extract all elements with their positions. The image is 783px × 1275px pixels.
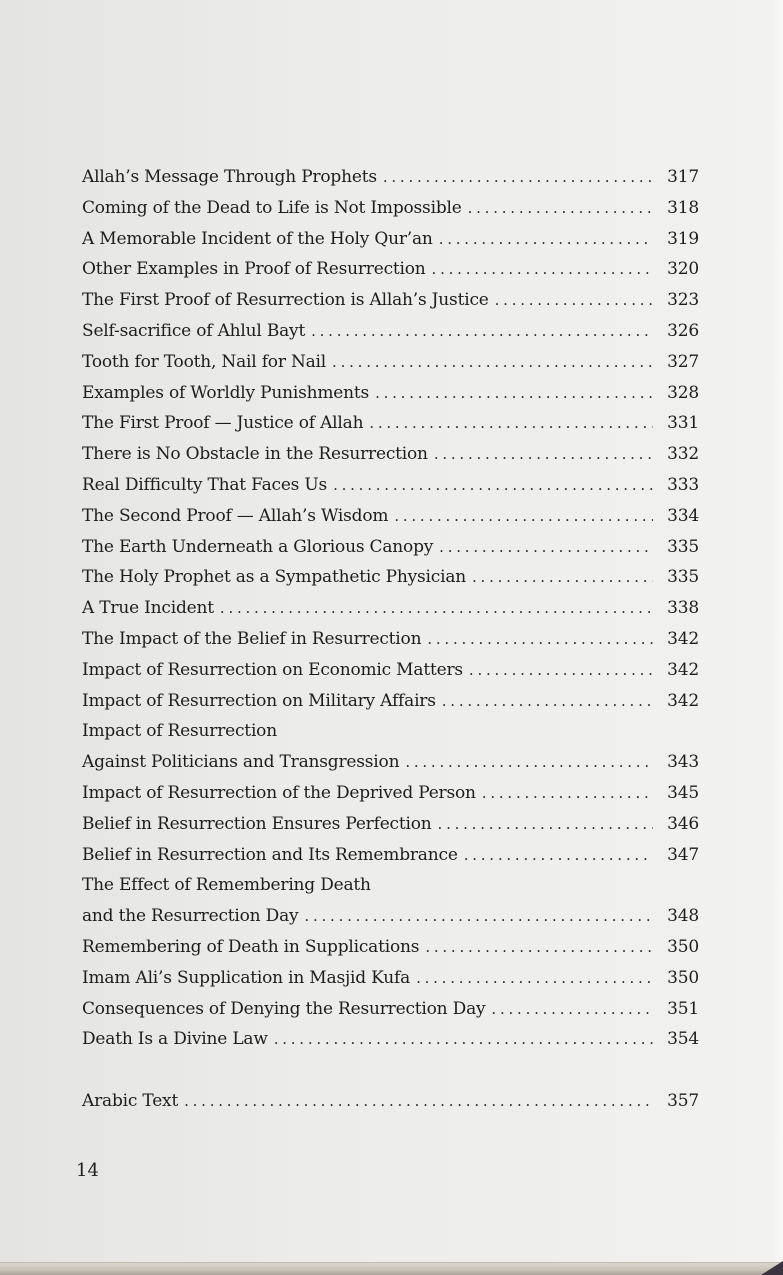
dot-leader [434, 439, 653, 470]
toc-entry [82, 1024, 699, 1055]
toc-entry-title: The First Proof — Justice of Allah [82, 413, 364, 434]
toc-entry-title: The Effect of Remembering Death [82, 875, 371, 896]
toc-entry [82, 408, 699, 439]
dot-leader [184, 1086, 653, 1117]
toc-entry-title: Death Is a Divine Law [82, 1029, 268, 1050]
book-corner [761, 1261, 783, 1275]
toc-entry-page: 318 [667, 197, 699, 218]
toc-entry-page: 334 [667, 505, 699, 526]
dot-leader [442, 686, 653, 717]
dot-leader [464, 840, 653, 871]
toc-entry-title: Impact of Resurrection of the Deprived Person [82, 782, 476, 803]
toc-entry-page: 346 [667, 813, 699, 834]
toc-entry [82, 747, 699, 778]
toc-entry [82, 162, 699, 193]
toc-entry-page: 343 [667, 752, 699, 773]
toc-entry-title: The Earth Underneath a Glorious Canopy [82, 536, 434, 557]
section-spacer [82, 1055, 699, 1086]
dot-leader [432, 254, 653, 285]
toc-entry-page: 347 [667, 844, 699, 865]
book-bottom-edge [0, 1262, 783, 1275]
toc-entry-page: 351 [667, 998, 699, 1019]
toc-entry-page: 348 [667, 906, 699, 927]
toc-entry-page: 342 [667, 659, 699, 680]
toc-entry-title: Impact of Resurrection on Military Affairs [82, 690, 436, 711]
toc-entry-title: Self-sacrifice of Ahlul Bayt [82, 320, 306, 341]
toc-entry-page: 350 [667, 967, 699, 988]
dot-leader [491, 994, 653, 1025]
toc-entry [82, 809, 699, 840]
toc-entry [82, 501, 699, 532]
dot-leader [495, 285, 653, 316]
toc-entry-title: Arabic Text [82, 1090, 179, 1111]
toc-entry [82, 532, 699, 563]
toc-entry-title: Tooth for Tooth, Nail for Nail [82, 351, 327, 372]
dot-leader [468, 193, 653, 224]
toc-entry-page: 317 [667, 167, 699, 187]
toc-entry-title: The Holy Prophet as a Sympathetic Physician [82, 567, 467, 588]
toc-entry [82, 963, 699, 994]
dot-leader [333, 470, 653, 501]
toc-entry-title: Remembering of Death in Supplications [82, 936, 420, 957]
toc-entry-title: Against Politicians and Transgression [82, 752, 400, 773]
toc-entry-page: 328 [667, 382, 699, 403]
toc-entry [82, 901, 699, 932]
toc-entry-page: 320 [667, 259, 699, 280]
toc-entry [82, 562, 699, 593]
toc-entry-title: Examples of Worldly Punishments [82, 382, 370, 403]
dot-leader [438, 809, 653, 840]
toc-entry-page: 327 [667, 351, 699, 372]
toc-entry-page: 335 [667, 536, 699, 557]
page-number: 14 [76, 1160, 99, 1181]
toc-entry-page: 332 [667, 444, 699, 465]
toc-entry-page: 323 [667, 290, 699, 311]
toc-entry-page: 357 [667, 1090, 699, 1111]
toc-entry-title: The Impact of the Belief in Resurrection [82, 628, 422, 649]
toc-entry [82, 840, 699, 871]
dot-leader [416, 963, 653, 994]
dot-leader [311, 316, 653, 347]
dot-leader [405, 747, 653, 778]
toc-entry [82, 470, 699, 501]
toc-entry-page: 338 [667, 598, 699, 619]
toc-entry [82, 439, 699, 470]
toc-entry-title: Impact of Resurrection on Economic Matters [82, 659, 463, 680]
toc-entry [82, 224, 699, 255]
dot-leader [425, 932, 653, 963]
toc-entry-title: and the Resurrection Day [82, 906, 299, 927]
table-of-contents [82, 162, 699, 1117]
dot-leader [332, 347, 653, 378]
toc-entry-title: A True Incident [82, 598, 214, 619]
dot-leader [439, 532, 653, 563]
toc-entry-title: Belief in Resurrection Ensures Perfection [82, 813, 432, 834]
toc-entry-page: 342 [667, 690, 699, 711]
toc-entry [82, 316, 699, 347]
page-edge-highlight [773, 0, 783, 1275]
toc-entry-page: 319 [667, 228, 699, 249]
dot-leader [220, 593, 653, 624]
toc-entry-page: 350 [667, 936, 699, 957]
toc-entry [82, 778, 699, 809]
toc-entry-title: The Second Proof — Allah’s Wisdom [82, 505, 389, 526]
toc-entry [82, 378, 699, 409]
toc-entry-title: Coming of the Dead to Life is Not Impossible [82, 197, 462, 218]
toc-entry-continued [82, 870, 699, 901]
toc-entry [82, 655, 699, 686]
dot-leader [469, 655, 653, 686]
toc-entry-appendix [82, 1086, 699, 1117]
toc-entry [82, 686, 699, 717]
toc-entry [82, 193, 699, 224]
toc-entry [82, 624, 699, 655]
toc-entry-page: 333 [667, 474, 699, 495]
toc-entry-title: Consequences of Denying the Resurrection Day [82, 998, 486, 1019]
toc-entry-page: 335 [667, 567, 699, 588]
toc-entry-title: Impact of Resurrection [82, 721, 277, 742]
toc-entry-title: Allah’s Message Through Prophets [82, 167, 377, 187]
dot-leader [304, 901, 653, 932]
toc-entry-title: Imam Ali’s Supplication in Masjid Kufa [82, 967, 411, 988]
dot-leader [274, 1024, 653, 1055]
toc-entry [82, 254, 699, 285]
toc-entry-title: Real Difficulty That Faces Us [82, 474, 328, 495]
toc-entry-title: A Memorable Incident of the Holy Qur’an [82, 228, 433, 249]
toc-entry [82, 593, 699, 624]
toc-entry-page: 331 [667, 413, 699, 434]
dot-leader [472, 562, 653, 593]
dot-leader [383, 162, 653, 193]
toc-entry-title: The First Proof of Resurrection is Allah’s Justice [82, 290, 489, 311]
dot-leader [482, 778, 653, 809]
dot-leader [375, 378, 653, 409]
dot-leader [394, 501, 653, 532]
toc-entry-title: Belief in Resurrection and Its Remembrance [82, 844, 458, 865]
dot-leader [439, 224, 653, 255]
toc-entry-continued [82, 716, 699, 747]
toc-entry [82, 285, 699, 316]
toc-entry [82, 994, 699, 1025]
dot-leader [427, 624, 653, 655]
toc-entry-page: 342 [667, 628, 699, 649]
toc-entry-page: 326 [667, 320, 699, 341]
toc-entry-page: 354 [667, 1029, 699, 1050]
toc-entry-title: There is No Obstacle in the Resurrection [82, 444, 428, 465]
dot-leader [369, 408, 653, 439]
toc-entry-page: 345 [667, 782, 699, 803]
toc-entry [82, 347, 699, 378]
toc-entry [82, 932, 699, 963]
toc-entry-title: Other Examples in Proof of Resurrection [82, 259, 426, 280]
